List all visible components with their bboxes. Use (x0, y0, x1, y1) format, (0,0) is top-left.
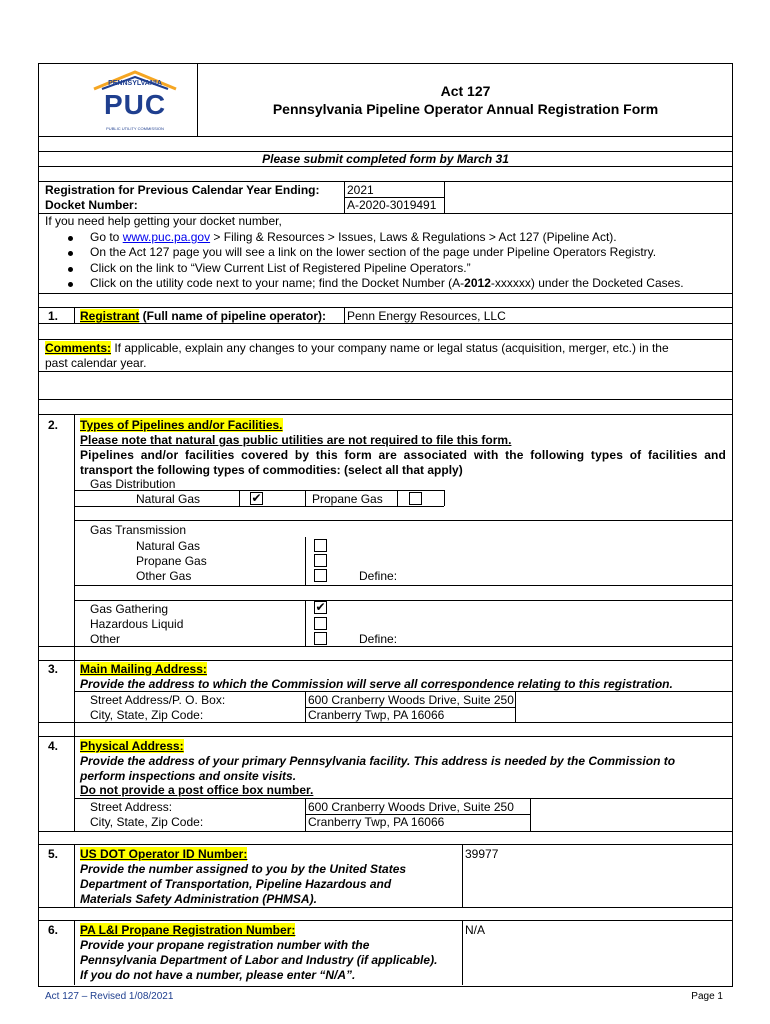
help-bullet-3: Click on the link to “View Current List of Registered Pipeline Operators.” (90, 261, 471, 275)
trans-natural-gas-checkbox[interactable] (314, 539, 327, 552)
footer-page-number: Page 1 (691, 991, 723, 1002)
section-3-number: 3. (48, 662, 59, 676)
bullet-icon (68, 236, 73, 241)
form-title-line2: Pennsylvania Pipeline Operator Annual Registration Form (272, 101, 659, 117)
propane-registration-value[interactable]: N/A (465, 923, 486, 937)
form-title-line1: Act 127 (440, 83, 491, 99)
section-5-desc-line3: Materials Safety Administration (PHMSA). (80, 892, 317, 906)
section-5-desc-line1: Provide the number assigned to you by the United States (80, 862, 407, 876)
physical-city-value[interactable]: Cranberry Twp, PA 16066 (308, 815, 445, 829)
comments-prompt-line2: past calendar year. (45, 356, 147, 370)
year-value[interactable]: 2021 (347, 183, 374, 197)
gas-distribution-label: Gas Distribution (90, 477, 176, 491)
puc-website-link[interactable]: www.puc.pa.gov (122, 230, 211, 244)
dist-natural-gas-checkbox[interactable]: ✔ (251, 491, 262, 505)
section-4-desc-line1: Provide the address of your primary Pennsylvania facility. This address is needed by the Commission to (80, 754, 676, 768)
docket-value[interactable]: A-2020-3019491 (347, 198, 437, 212)
help-bullet-2: On the Act 127 page you will see a link on the lower section of the page under Pipeline Operators Registry. (90, 245, 657, 259)
help-bullet-4: Click on the utility code next to your name; find the Docket Number (A-2012-xxxxxx) under the Docketed Cases. (90, 276, 684, 290)
section-5-title: US DOT Operator ID Number: (80, 847, 248, 861)
registrant-value[interactable]: Penn Energy Resources, LLC (347, 309, 506, 323)
physical-city-label: City, State, Zip Code: (90, 815, 204, 829)
gas-gathering-label: Gas Gathering (90, 602, 169, 616)
other-define-label: Define: (359, 632, 398, 646)
trans-other-gas-checkbox[interactable] (314, 569, 327, 582)
logo-abbr: PUC (103, 89, 167, 120)
gas-gathering-checkbox[interactable]: ✔ (315, 600, 326, 614)
bullet-icon (68, 267, 73, 272)
logo-tagline: PUBLIC UTILITY COMMISSION (106, 126, 164, 131)
trans-other-define-label: Define: (359, 569, 398, 583)
section-2-number: 2. (48, 418, 59, 432)
section-3-desc: Provide the address to which the Commission will serve all correspondence relating to this registration. (80, 677, 673, 691)
registrant-label: Registrant (Full name of pipeline operator): (80, 309, 327, 323)
mailing-street-value[interactable]: 600 Cranberry Woods Drive, Suite 250 (308, 693, 514, 707)
submit-notice: Please submit completed form by March 31 (262, 152, 509, 166)
puc-logo (90, 69, 180, 135)
mailing-city-label: City, State, Zip Code: (90, 708, 204, 722)
section-4-desc-line3: Do not provide a post office box number. (80, 783, 314, 797)
hazardous-liquid-checkbox[interactable] (314, 617, 327, 630)
comments-label: Comments: (45, 341, 112, 355)
hazardous-liquid-label: Hazardous Liquid (90, 617, 184, 631)
trans-other-gas-label: Other Gas (136, 569, 192, 583)
help-bullet-1: Go to www.puc.pa.gov > Filing & Resources > Issues, Laws & Regulations > Act 127 (Pipeline Act). (90, 230, 617, 244)
dot-operator-id-value[interactable]: 39977 (465, 847, 499, 861)
section-1-number: 1. (48, 309, 59, 323)
section-6-desc-line2: Pennsylvania Department of Labor and Industry (if applicable). (80, 953, 438, 967)
trans-propane-gas-checkbox[interactable] (314, 554, 327, 567)
docket-label: Docket Number: (45, 198, 138, 212)
comments-prompt: Comments: If applicable, explain any changes to your company name or legal status (acquisition, merger, etc.) in the (45, 341, 669, 355)
section-5-desc-line2: Department of Transportation, Pipeline Hazardous and (80, 877, 392, 891)
section-6-desc-line1: Provide your propane registration number with the (80, 938, 370, 952)
other-checkbox[interactable] (314, 632, 327, 645)
physical-street-value[interactable]: 600 Cranberry Woods Drive, Suite 250 (308, 800, 514, 814)
trans-natural-gas-label: Natural Gas (136, 539, 201, 553)
bullet-icon (68, 282, 73, 287)
section-5-number: 5. (48, 847, 59, 861)
section-2-note: Please note that natural gas public utilities are not required to file this form. (80, 433, 512, 447)
section-6-number: 6. (48, 923, 59, 937)
section-6-title: PA L&I Propane Registration Number: (80, 923, 296, 937)
section-2-desc-line1: Pipelines and/or facilities covered by this form are associated with the following types of facilities and (80, 448, 726, 462)
help-intro: If you need help getting your docket number, (45, 214, 282, 228)
section-3-title: Main Mailing Address: (80, 662, 207, 676)
section-2-title: Types of Pipelines and/or Facilities. (80, 418, 283, 432)
bullet-icon (68, 251, 73, 256)
section-4-title: Physical Address: (80, 739, 184, 753)
registration-form (38, 63, 733, 1009)
section-2-desc-line2: transport the following types of commodities: (select all that apply) (80, 463, 463, 477)
section-4-number: 4. (48, 739, 59, 753)
dist-propane-gas-label: Propane Gas (312, 492, 383, 506)
dist-propane-gas-checkbox[interactable] (409, 492, 422, 505)
year-label: Registration for Previous Calendar Year Ending: (45, 183, 320, 197)
trans-propane-gas-label: Propane Gas (136, 554, 207, 568)
comments-field[interactable] (38, 372, 733, 399)
dist-natural-gas-label: Natural Gas (136, 492, 201, 506)
gas-transmission-label: Gas Transmission (90, 523, 187, 537)
section-6-desc-line3: If you do not have a number, please enter “N/A”. (80, 968, 356, 982)
mailing-city-value[interactable]: Cranberry Twp, PA 16066 (308, 708, 445, 722)
logo-divider (197, 63, 198, 136)
other-label: Other (90, 632, 121, 646)
footer-revision: Act 127 – Revised 1/08/2021 (45, 991, 174, 1002)
section-4-desc-line2: perform inspections and onsite visits. (80, 769, 297, 783)
physical-street-label: Street Address: (90, 800, 173, 814)
mailing-street-label: Street Address/P. O. Box: (90, 693, 226, 707)
logo-org-name: PENNSYLVANIA (108, 80, 162, 87)
